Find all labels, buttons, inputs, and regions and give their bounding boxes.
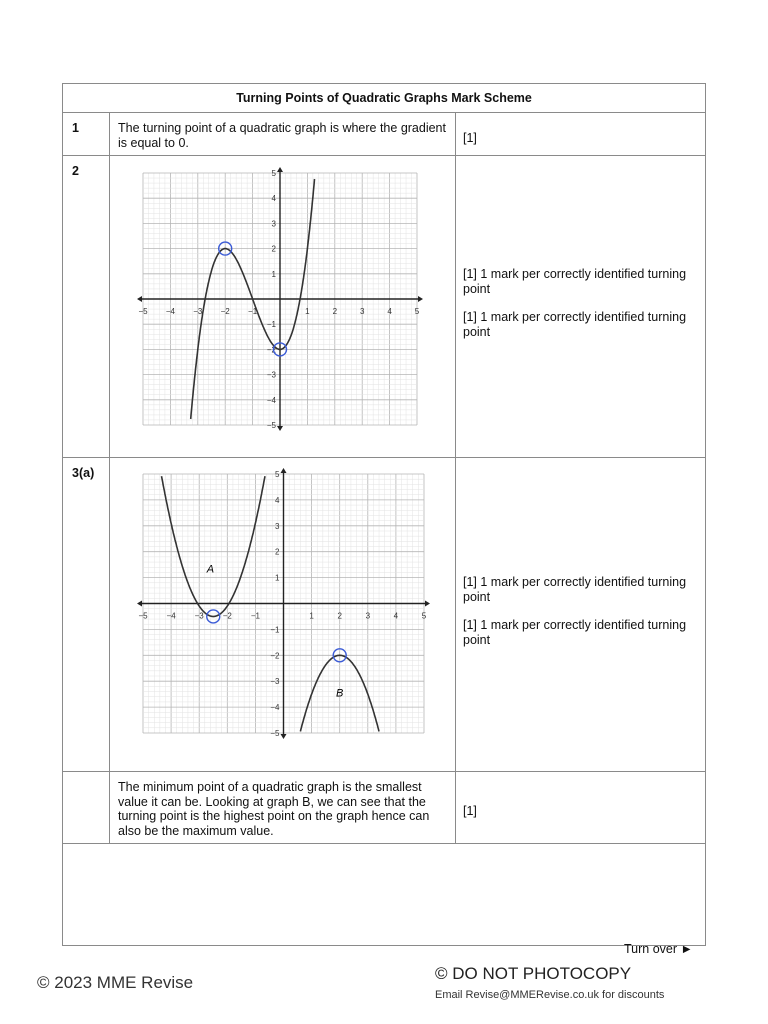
do-not-photocopy: © DO NOT PHOTOCOPY bbox=[435, 964, 632, 983]
y-tick-label: −1 bbox=[270, 624, 280, 634]
x-tick-label: −3 bbox=[193, 307, 203, 316]
x-tick-label: −1 bbox=[248, 307, 258, 316]
x-axis-arrow bbox=[425, 600, 430, 606]
y-tick-label: 2 bbox=[271, 244, 276, 254]
curve-b-label: B bbox=[336, 687, 344, 700]
y-tick-label: −5 bbox=[270, 728, 280, 738]
mark-text: [1] bbox=[463, 804, 477, 819]
y-tick-label: −3 bbox=[270, 676, 280, 686]
x-tick-label: 5 bbox=[421, 611, 427, 620]
x-tick-label: −2 bbox=[220, 307, 230, 316]
x-tick-label: −1 bbox=[250, 611, 260, 620]
x-tick-label: 2 bbox=[332, 307, 338, 316]
answer-text: The minimum point of a quadratic graph is the smallest value it can be. Looking at graph B, we can see that the turning point is the highest point on the graph hence can also be the maximum value. bbox=[110, 772, 456, 844]
quadratic-graphs bbox=[110, 458, 456, 768]
x-tick-label: −4 bbox=[165, 307, 175, 316]
x-tick-label: 3 bbox=[359, 307, 365, 316]
table-title: Turning Points of Quadratic Graphs Mark Scheme bbox=[63, 84, 706, 113]
turn-over-label: Turn over ► bbox=[624, 942, 693, 956]
cubic-graph bbox=[110, 156, 456, 453]
y-tick-label: 1 bbox=[275, 573, 280, 583]
question-number: 2 bbox=[63, 156, 110, 458]
x-tick-label: −4 bbox=[166, 611, 176, 620]
x-tick-label: 5 bbox=[414, 307, 420, 316]
empty-cell bbox=[63, 844, 706, 946]
table-row-2 bbox=[63, 156, 706, 458]
x-tick-label: −3 bbox=[194, 611, 204, 620]
question-number: 3(a) bbox=[63, 457, 110, 772]
table-row-empty bbox=[63, 844, 706, 946]
table-row-3b bbox=[63, 772, 706, 844]
y-tick-label: −5 bbox=[266, 421, 276, 430]
footer-notice bbox=[435, 964, 664, 1001]
table-row-1 bbox=[63, 113, 706, 156]
y-axis-arrow bbox=[277, 167, 283, 172]
table-row-3a bbox=[63, 457, 706, 772]
y-axis-arrow bbox=[281, 468, 287, 473]
y-tick-label: 2 bbox=[275, 547, 280, 557]
y-tick-label: −4 bbox=[270, 702, 280, 712]
question-number: 1 bbox=[63, 113, 110, 156]
x-tick-label: 4 bbox=[393, 611, 399, 620]
x-axis-arrow bbox=[418, 296, 423, 302]
x-tick-label: −5 bbox=[138, 307, 148, 316]
x-tick-label: −2 bbox=[222, 611, 232, 620]
mark-text: [1] bbox=[463, 130, 477, 145]
x-tick-label: 4 bbox=[387, 307, 392, 316]
mark-text: [1] 1 mark per correctly identified turning point bbox=[463, 267, 687, 296]
mark-cell bbox=[456, 457, 706, 772]
y-tick-label: 4 bbox=[275, 495, 280, 505]
mark-text: [1] 1 mark per correctly identified turning point bbox=[463, 310, 687, 339]
x-tick-label: 2 bbox=[337, 611, 342, 620]
y-tick-label: 1 bbox=[271, 269, 276, 279]
mark-cell bbox=[456, 113, 706, 156]
mark-text: [1] 1 mark per correctly identified turning point bbox=[463, 618, 687, 647]
curve-a-label: A bbox=[206, 562, 215, 575]
answer-text: The turning point of a quadratic graph is where the gradient is equal to 0. bbox=[110, 113, 456, 156]
mark-scheme-table bbox=[62, 83, 706, 946]
y-tick-label: 3 bbox=[275, 521, 280, 531]
y-tick-label: −1 bbox=[266, 320, 276, 330]
x-tick-label: 3 bbox=[365, 611, 371, 620]
y-axis-arrow bbox=[277, 426, 283, 431]
x-tick-label: 1 bbox=[309, 611, 314, 620]
x-tick-label: −5 bbox=[138, 611, 148, 620]
y-tick-label: 3 bbox=[271, 219, 276, 229]
y-tick-label: −2 bbox=[270, 650, 280, 660]
x-axis-arrow bbox=[137, 600, 142, 606]
x-axis-arrow bbox=[137, 296, 142, 302]
y-tick-label: 5 bbox=[271, 169, 276, 178]
graph-cell bbox=[110, 156, 456, 458]
x-tick-label: 1 bbox=[305, 307, 310, 316]
y-tick-label: 5 bbox=[275, 469, 280, 479]
y-tick-label: 4 bbox=[271, 194, 276, 204]
mark-cell bbox=[456, 772, 706, 844]
y-tick-label: −2 bbox=[266, 345, 276, 355]
question-number bbox=[63, 772, 110, 844]
email-discount: Email Revise@MMERevise.co.uk for discounts bbox=[435, 989, 665, 1001]
y-tick-label: −3 bbox=[266, 370, 276, 380]
y-axis-arrow bbox=[281, 734, 287, 739]
mark-text: [1] 1 mark per correctly identified turning point bbox=[463, 575, 687, 604]
copyright: © 2023 MME Revise bbox=[37, 973, 194, 992]
graph-cell bbox=[110, 457, 456, 772]
mark-cell bbox=[456, 156, 706, 458]
y-tick-label: −4 bbox=[266, 395, 276, 405]
